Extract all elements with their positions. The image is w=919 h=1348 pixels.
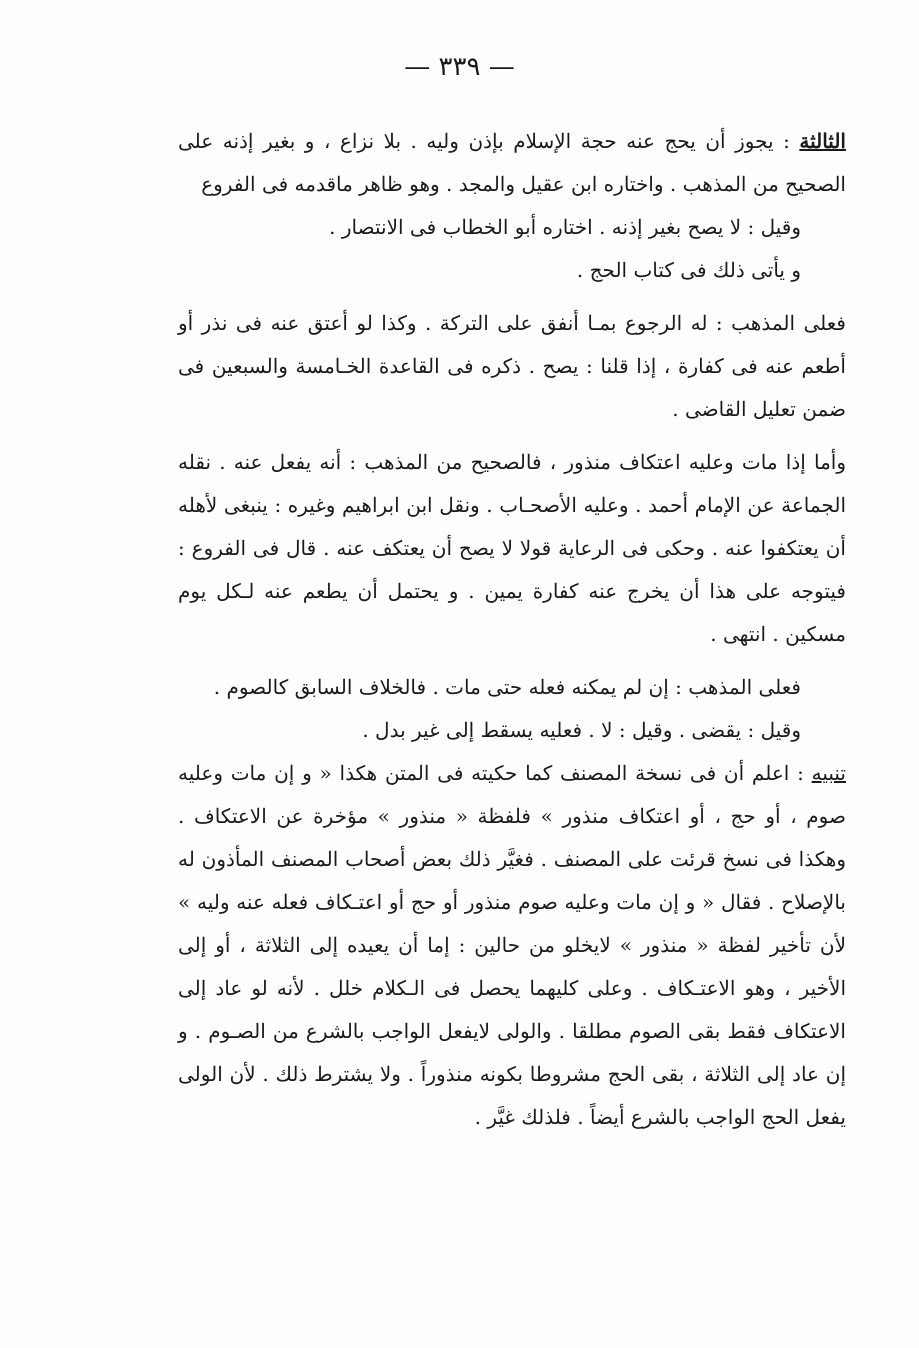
paragraph-thalitha [178, 120, 846, 206]
paragraph-ruju: فعلى المذهب : له الرجوع بمـا أنفق على التركة . وكذا لو أعتق عنه فى نذر أو أطعم عنه فى كفارة ، إذا قلنا : يصح . ذكره فى القاعدة الخـامسة والسبعين فى ضمن تعليل القاضى . [178, 311, 846, 421]
paragraph-itikaf: وأما إذا مات وعليه اعتكاف منذور ، فالصحيح من المذهب : أنه يفعل عنه . نقله الجماعة عن الإمام أحمد . وعليه الأصحـاب . ونقل ابن ابراهيم وغيره : ينبغى لأهله أن يعتكفوا عنه . وحكى فى الرعاية قولا لا يصح أن يعتكف عنه . قال فى الفروع : فيتوجه على هذا أن يخرج عنه كفارة يمين . و يحتمل أن يطعم عنه لـكل يوم مسكين . انتهى . [178, 450, 846, 646]
heading-thalitha: الثالثة [799, 129, 846, 153]
paragraph-yaqdi: وقيل : يقضى . وقيل : لا . فعليه يسقط إلى غير بدل . [362, 718, 801, 742]
paragraph-text: : يجوز أن يحج عنه حجة الإسلام بإذن وليه . بلا نزاع ، و بغير إذنه على الصحيح من المذهب . واختاره ابن عقيل والمجد . وهو ظاهر ماقدمه فى الفروع [178, 129, 846, 196]
paragraph-tanbih [178, 752, 846, 1139]
paragraph-hajj-ref: و يأتى ذلك فى كتاب الحج . [576, 258, 801, 282]
paragraph-ala-madhhab: فعلى المذهب : إن لم يمكنه فعله حتى مات . فالخلاف السابق كالصوم . [213, 675, 801, 699]
page-number: — ٣٣٩ — [404, 52, 515, 82]
paragraph-text: : اعلم أن فى نسخة المصنف كما حكيته فى المتن هكذا « و إن مات وعليه صوم ، أو حج ، أو اعتكاف منذور » فلفظة « منذور » مؤخرة عن الاعتكاف . وهكذا فى نسخ قرئت على المصنف . فغيَّر ذلك بعض أصحاب المصنف المأذون له بالإصلاح . فقال « و إن مات وعليه صوم منذور أو حج أو اعتـكاف فعله عنه وليه » لأن تأخير لفظة « منذور » لايخلو من حالين : إما أن يعيده إلى الثلاثة ، أو إلى الأخير ، وهو الاعتـكاف . وعلى كليهما يحصل فى الـكلام خلل . لأنه لو عاد إلى الاعتكاف فقط بقى الصوم مطلقا . والولى لايفعل الواجب بالشرع من الصـوم . و إن عاد إلى الثلاثة ، بقى الحج مشروطا بكونه منذوراً . ولا يشترط ذلك . لأن الولى يفعل الحج الواجب بالشرع أيضاً . فلذلك غيَّر . [178, 761, 846, 1129]
body-text [178, 120, 846, 1139]
heading-tanbih: تنبيه [811, 761, 846, 785]
paragraph-qila: وقيل : لا يصح بغير إذنه . اختاره أبو الخطاب فى الانتصار . [329, 215, 801, 239]
